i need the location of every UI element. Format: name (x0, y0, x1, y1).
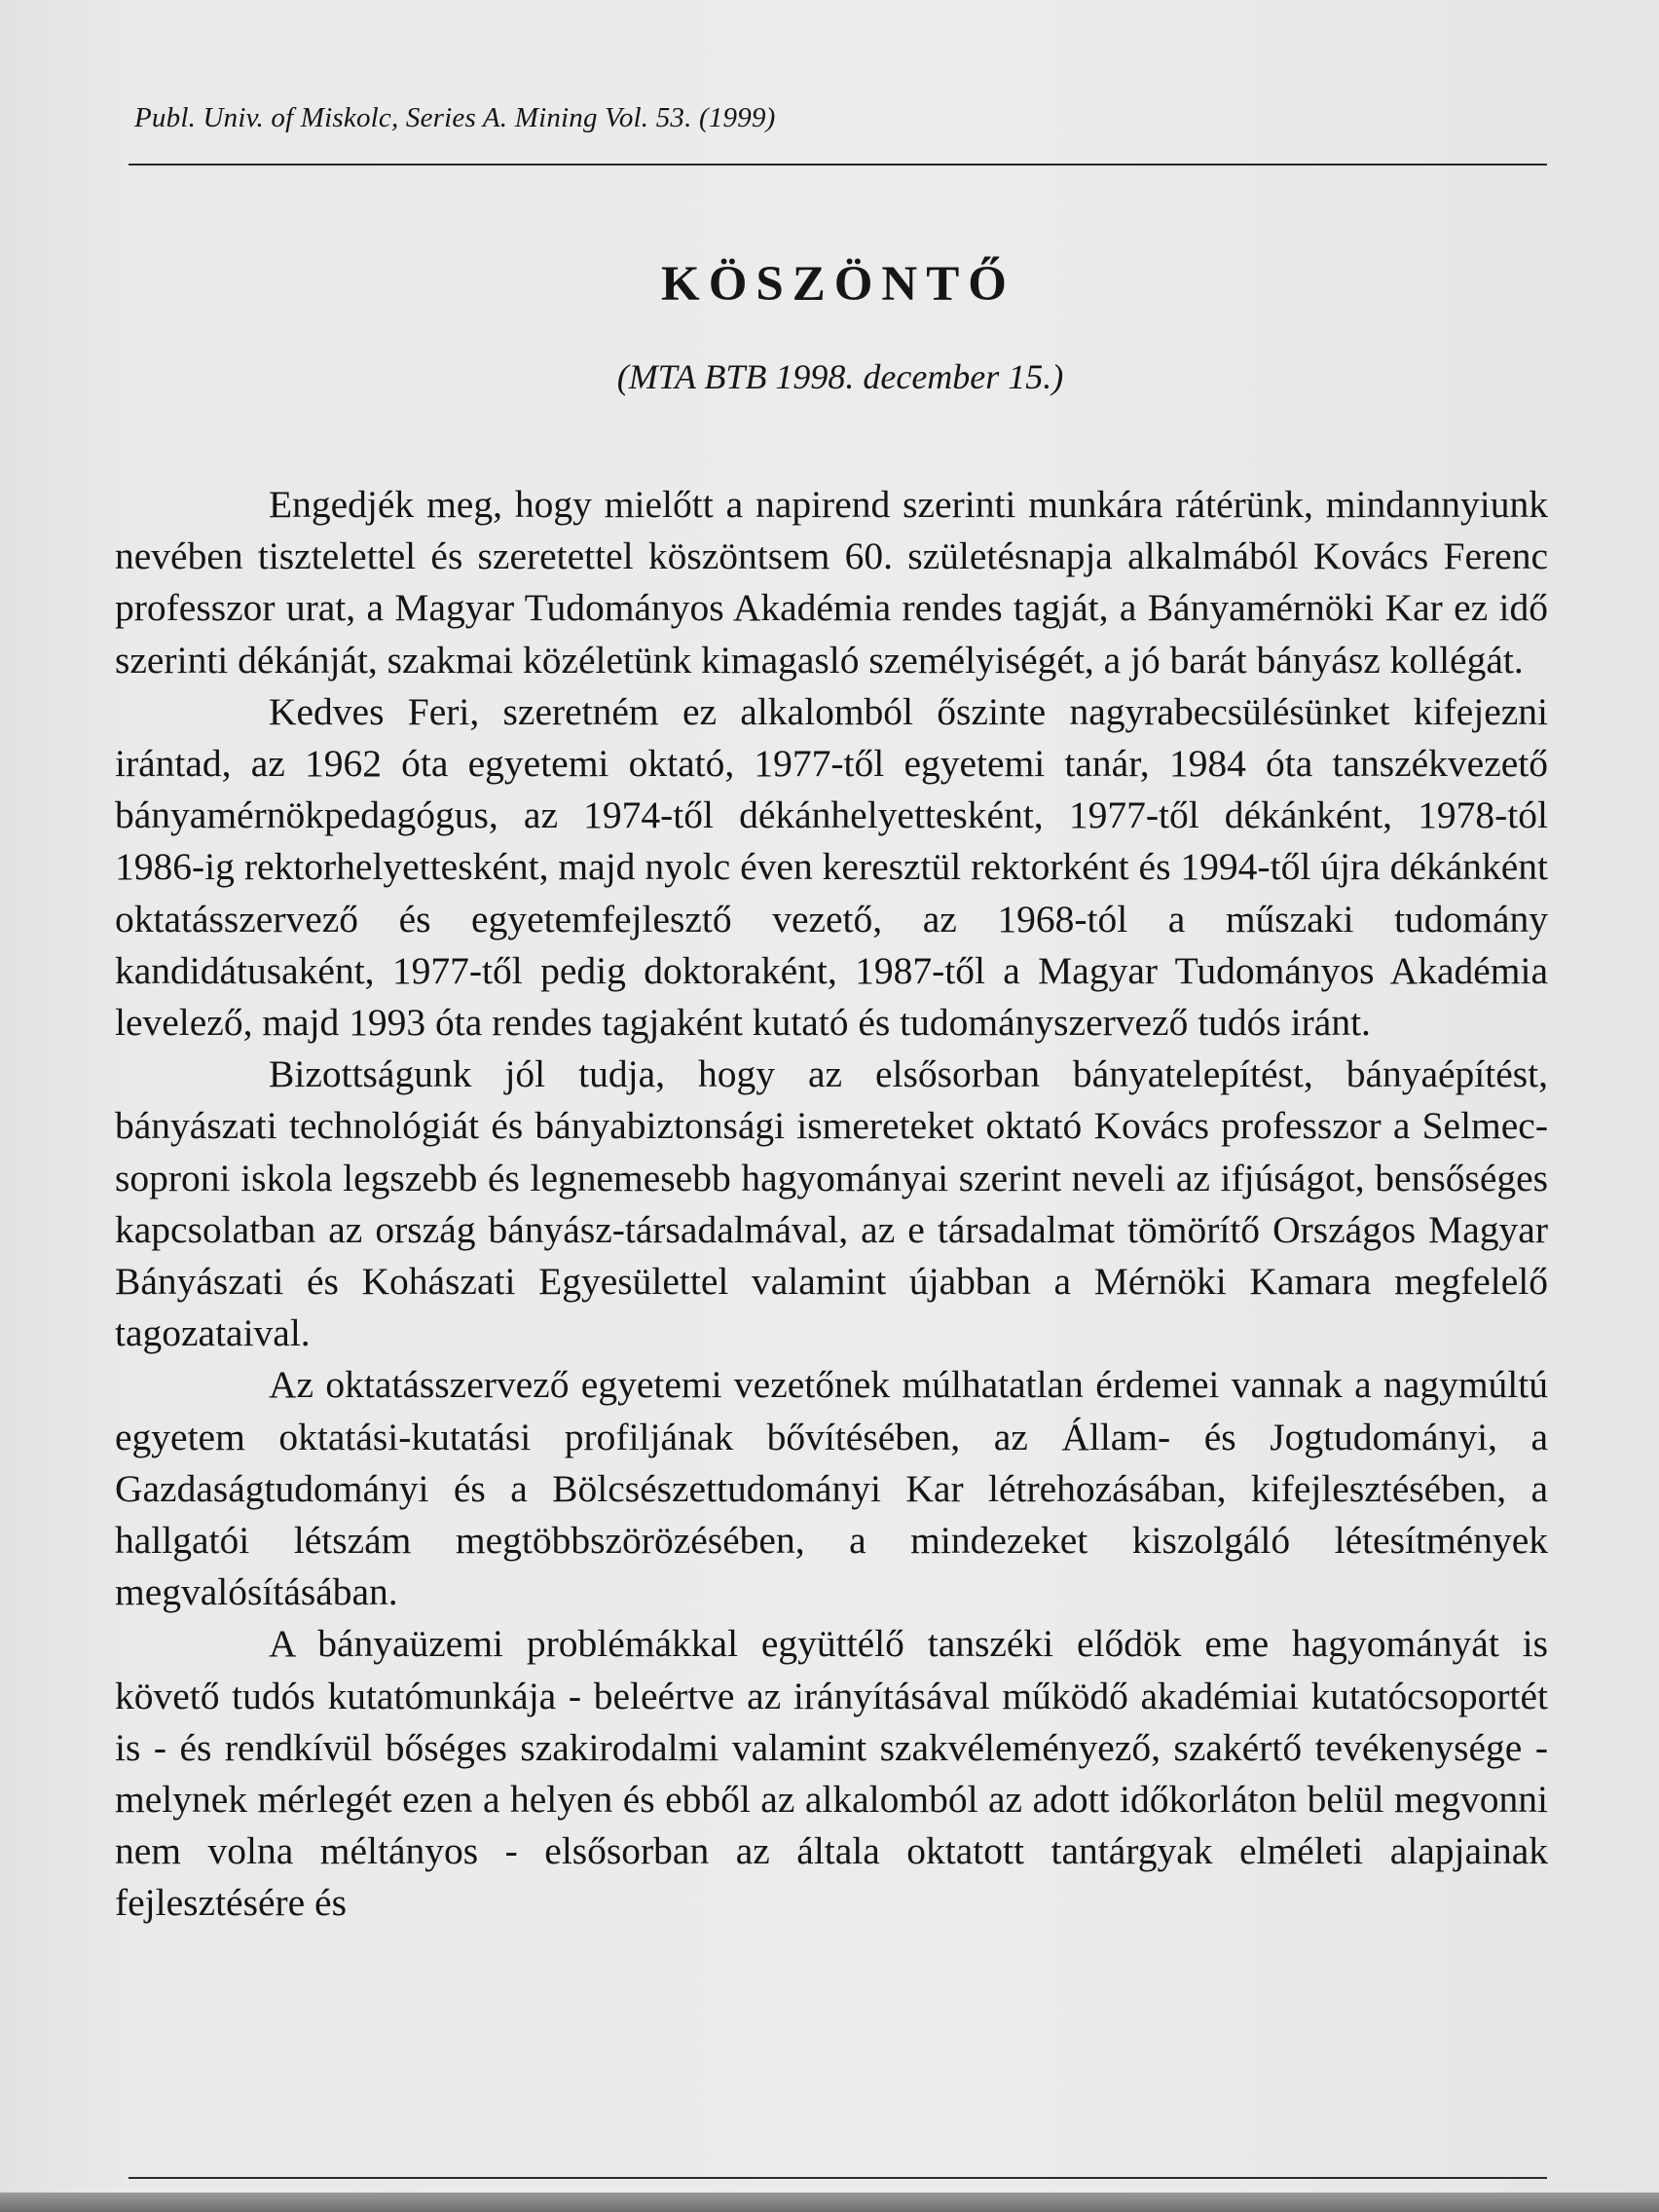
footer-rule (129, 2177, 1547, 2179)
paragraph-2: Kedves Feri, szeretném ez alkalomból őszinte nagyrabecsülésünket kifejezni irántad, az 1962 óta egyetemi oktató, 1977-től egyetemi tanár, 1984 óta tanszékvezető bányamérnökpedagógus, az 1974-től dékánhelyettesként, 1977-től dékánként, 1978-tól 1986-ig rektorhelyettesként, majd nyolc éven keresztül rektorként és 1994-től újra dékánként oktatásszervező és egyetemfejlesztő vezető, az 1968-tól a műszaki tudomány kandidátusaként, 1977-től pedig doktoraként, 1987-től a Magyar Tudományos Akadémia levelező, majd 1993 óta rendes tagjaként kutató és tudományszervező tudós iránt. (115, 689, 1548, 1045)
page-bottom-edge (0, 2193, 1659, 2212)
paragraph-4: Az oktatásszervező egyetemi vezetőnek múlhatatlan érdemei vannak a nagymúltú egyetem oktatási-kutatási profiljának bővítésében, az Állam- és Jogtudományi, a Gazdaságtudományi és a Bölcsészettudományi Kar létrehozásában, kifejlesztésében, a hallgatói létszám megtöbbszörözésében, a mindezeket kiszolgáló létesítmények megvalósításában. (115, 1363, 1548, 1614)
running-header: Publ. Univ. of Miskolc, Series A. Mining Vol. 53. (1999) (134, 102, 776, 133)
body-text (115, 479, 1548, 1930)
paragraph-3: Bizottságunk jól tudja, hogy az elsősorban bányatelepítést, bányaépítést, bányászati technológiát és bányabiztonsági ismereteket oktató Kovács professzor a Selmec-soproni iskola legszebb és legnemesebb hagyományai szerint neveli az ifjúságot, bensőséges kapcsolatban az ország bányász-társadalmával, az e társadalmat tömörítő Országos Magyar Bányászati és Kohászati Egyesülettel valamint újabban a Mérnöki Kamara megfelelő tagozataival. (115, 1052, 1548, 1355)
page-subtitle: (MTA BTB 1998. december 15.) (616, 357, 1064, 396)
paragraph-5: A bányaüzemi problémákkal együttélő tanszéki elődök eme hagyományát is követő tudós kutatómunkája - beleértve az irányításával működő akadémiai kutatócsoportét is - és rendkívül bőséges szakirodalmi valamint szakvéleményező, szakértő tevékenysége - melynek mérlegét ezen a helyen és ebből az alkalomból az adott időkorláton belül megvonni nem volna méltányos - elsősorban az általa oktatott tantárgyak elméleti alapjainak fejlesztésére és (115, 1622, 1548, 1925)
page-title: KÖSZÖNTŐ (661, 257, 1015, 312)
paragraph-1: Engedjék meg, hogy mielőtt a napirend szerinti munkára rátérünk, mindannyiunk nevében tisztelettel és szeretettel köszöntsem 60. születésnapja alkalmából Kovács Ferenc professzor urat, a Magyar Tudományos Akadémia rendes tagját, a Bányamérnöki Kar ez idő szerinti dékánját, szakmai közéletünk kimagasló személyiségét, a jó barát bányász kollégát. (115, 483, 1548, 682)
header-rule (129, 164, 1547, 166)
